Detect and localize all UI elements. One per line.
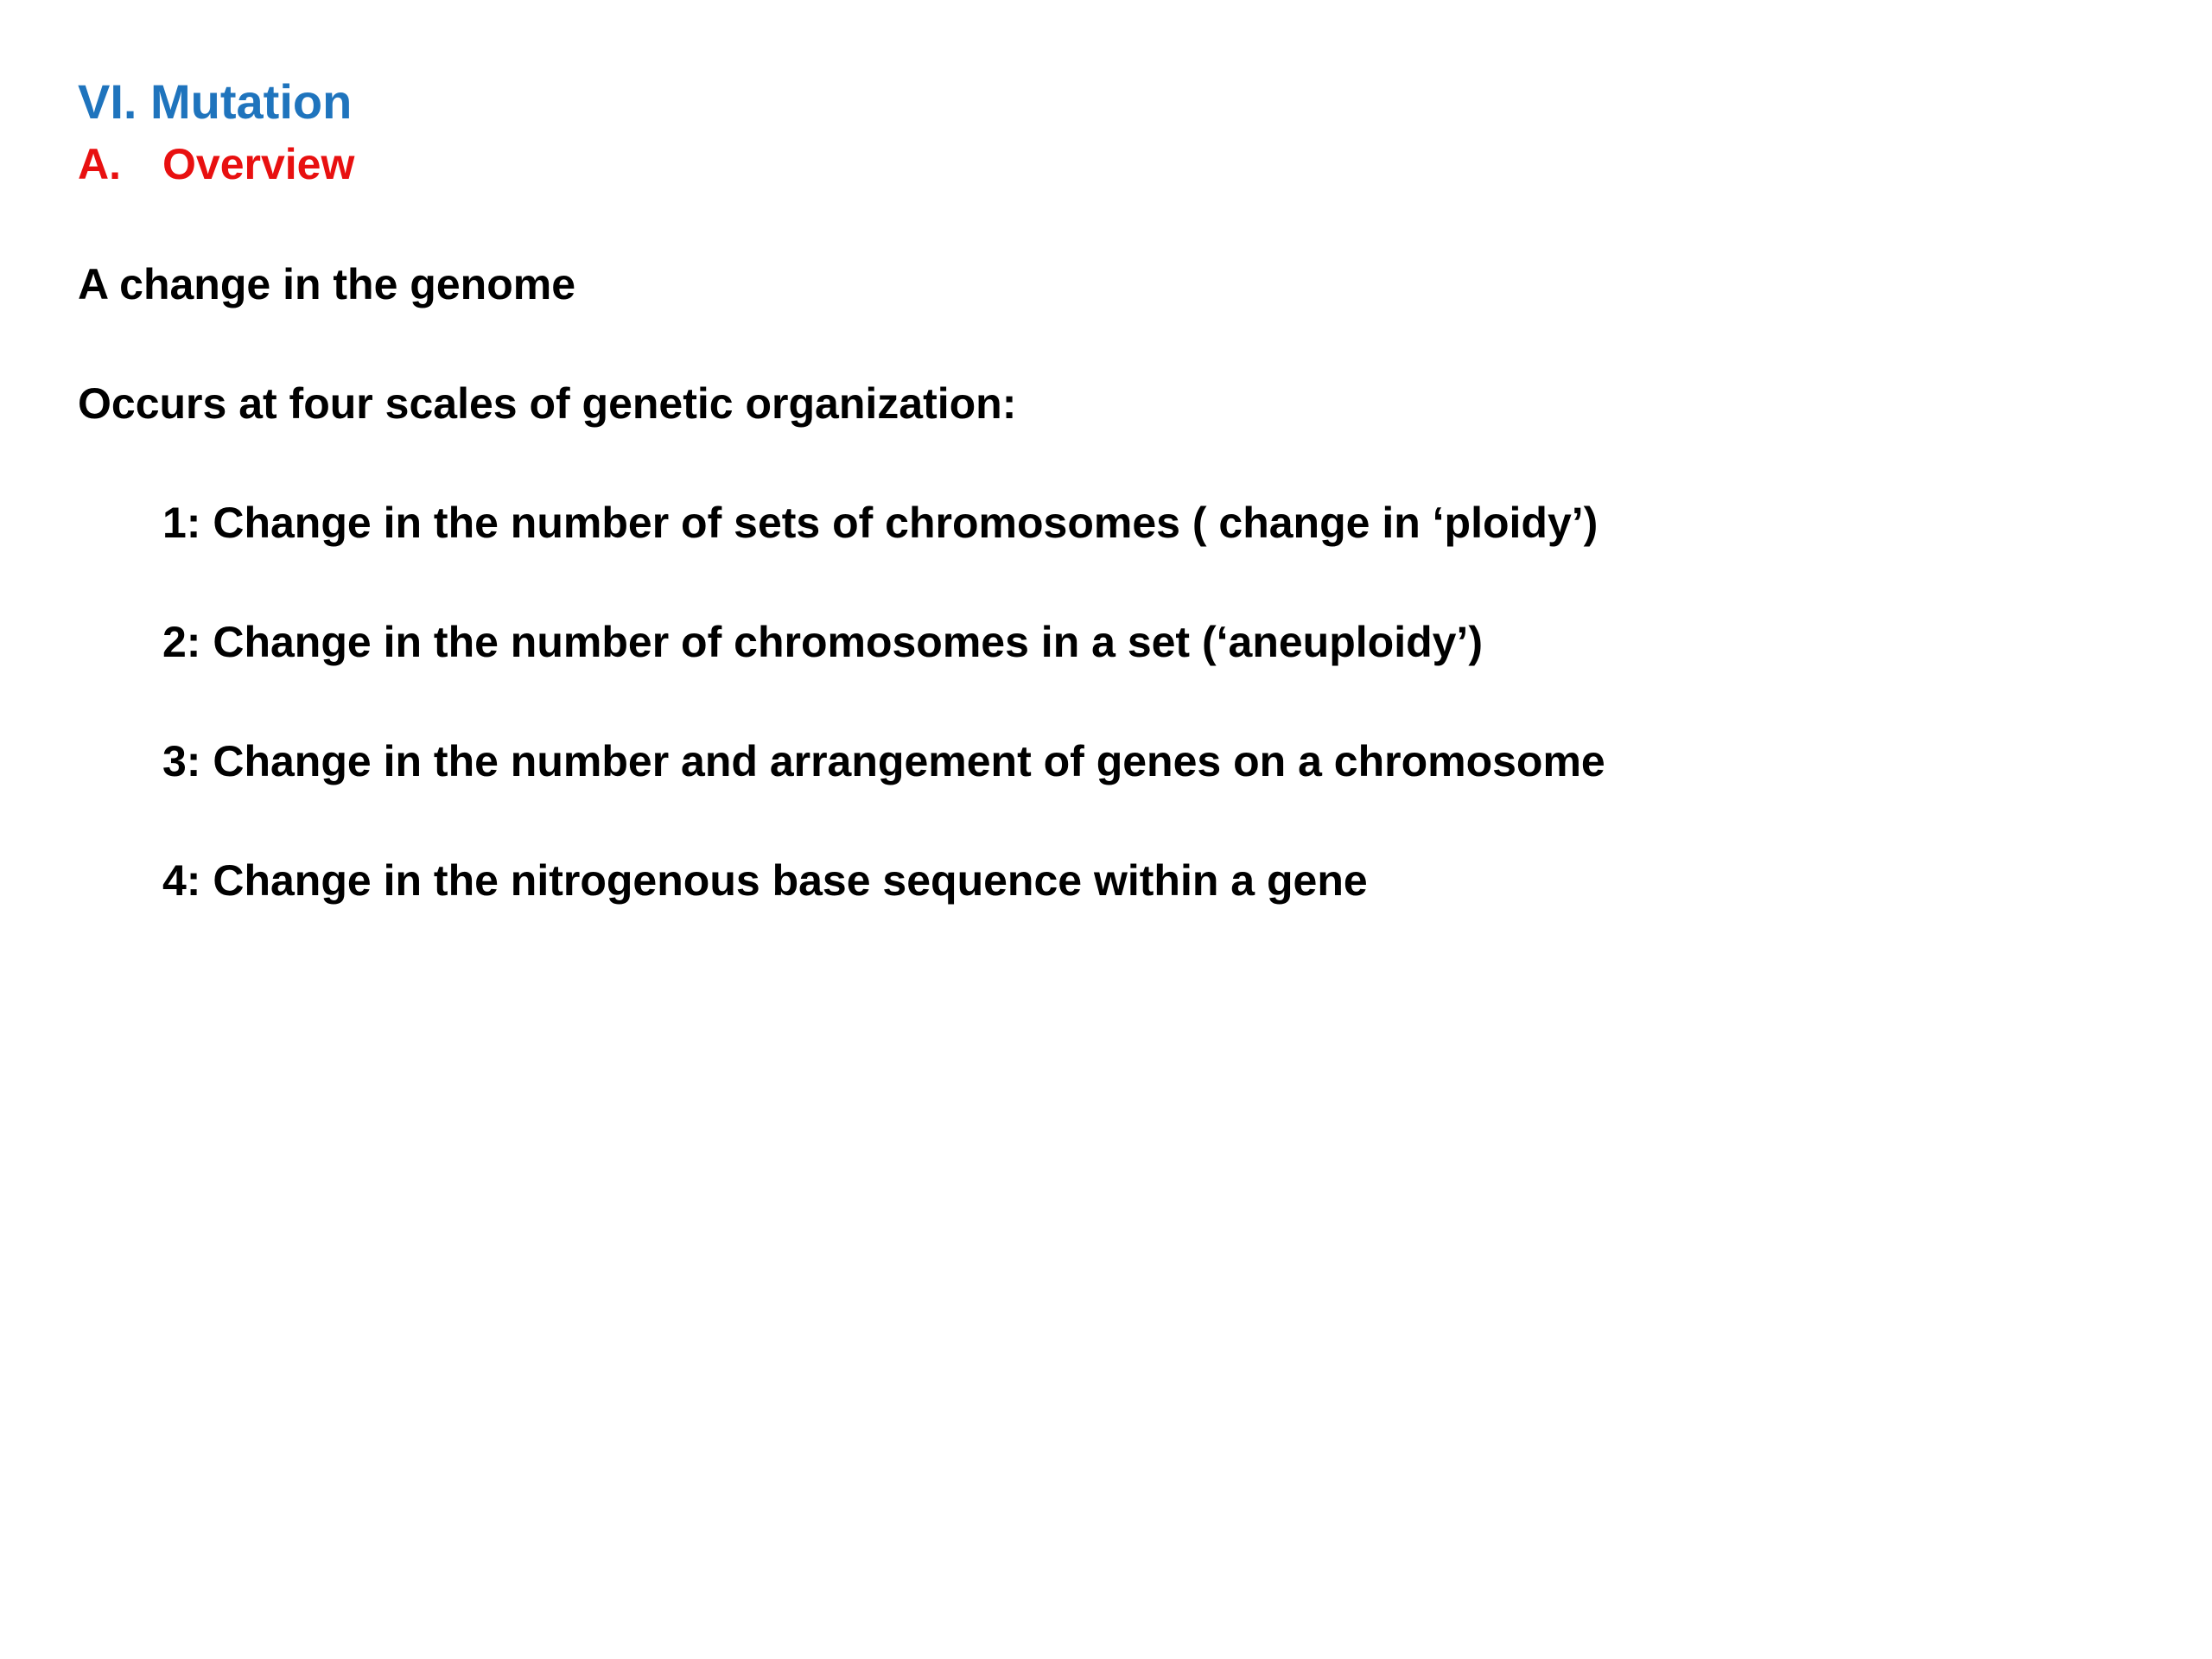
slide-title: VI. Mutation [78, 74, 353, 129]
slide-subtitle [78, 137, 354, 192]
definition-text: A change in the genome [78, 260, 576, 308]
scale-item-1: 1: Change in the number of sets of chromosomes ( change in ‘ploidy’) [162, 499, 1599, 547]
subtitle-label: Overview [162, 140, 355, 188]
scale-item-3: 3: Change in the number and arrangement of genes on a chromosome [162, 737, 1605, 785]
subtitle-number: A. [78, 140, 121, 188]
scale-item-4: 4: Change in the nitrogenous base sequence within a gene [162, 856, 1368, 905]
scale-item-2: 2: Change in the number of chromosomes in a set (‘aneuploidy’) [162, 618, 1483, 666]
scales-intro-text: Occurs at four scales of genetic organization: [78, 379, 1017, 428]
